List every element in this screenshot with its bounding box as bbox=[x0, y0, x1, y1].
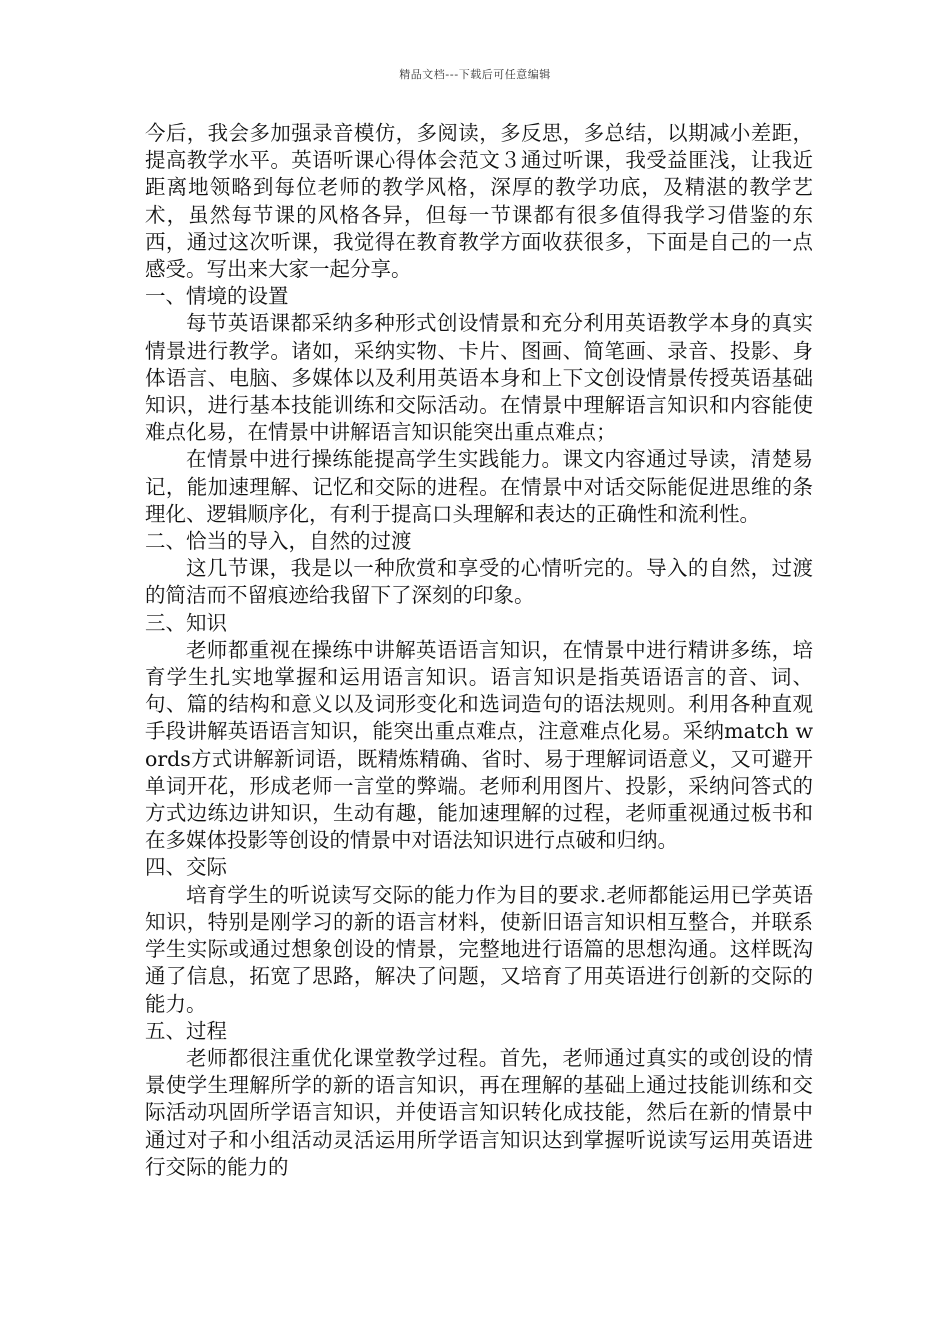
body-paragraph: 在情景中进行操练能提高学生实践能力。课文内容通过导读，清楚易记，能加速理解、记忆和交际的进程。在情景中对话交际能促进思维的条理化、逻辑顺序化，有利于提高口头理解和表达的正确性和流利性。 bbox=[145, 447, 813, 526]
section-heading: 五、过程 bbox=[145, 1018, 227, 1043]
section-heading: 四、交际 bbox=[145, 855, 227, 880]
body-paragraph: 这几节课，我是以一种欣赏和享受的心情听完的。导入的自然，过渡的简洁而不留痕迹给我留下了深刻的印象。 bbox=[145, 556, 813, 608]
body-paragraph: 每节英语课都采纳多种形式创设情景和充分利用英语教学本身的真实情景进行教学。诸如，采纳实物、卡片、图画、简笔画、录音、投影、身体语言、电脑、多媒体以及利用英语本身和上下文创设情景传授英语基础知识，进行基本技能训练和交际活动。在情景中理解语言知识和内容能使难点化易，在情景中讲解语言知识能突出重点难点； bbox=[145, 311, 813, 445]
body-paragraph: 老师都很注重优化课堂教学过程。首先，老师通过真实的或创设的情景使学生理解所学的新的语言知识，再在理解的基础上通过技能训练和交际活动巩固所学语言知识，并使语言知识转化成技能，然后在新的情景中通过对子和小组活动灵活运用所学语言知识达到掌握听说读写运用英语进行交际的能力的 bbox=[145, 1045, 813, 1179]
page-header: 精品文档---下载后可任意编辑 bbox=[399, 68, 551, 81]
body-paragraph: 老师都重视在操练中讲解英语语言知识，在情景中进行精讲多练，培育学生扎实地掌握和运用语言知识。语言知识是指英语语言的音、词、句、篇的结构和意义以及词形变化和选词造句的语法规则。利用各种直观手段讲解英语语言知识，能突出重点难点，注意难点化易。采纳match words方式讲解新词语，既精炼精确、省时、易于理解词语意义，又可避开单词开花，形成老师一言堂的弊端。老师利用图片、投影，采纳问答式的方式边练边讲知识，生动有趣，能加速理解的过程，老师重视通过板书和在多媒体投影等创设的情景中对语法知识进行点破和归纳。 bbox=[145, 637, 813, 853]
document-body bbox=[145, 120, 813, 1181]
body-paragraph: 培育学生的听说读写交际的能力作为目的要求.老师都能运用已学英语知识，特别是刚学习的新的语言材料，使新旧语言知识相互整合，并联系学生实际或通过想象创设的情景，完整地进行语篇的思想沟通。这样既沟通了信息，拓宽了思路，解决了问题，又培育了用英语进行创新的交际的能力。 bbox=[145, 882, 813, 1016]
section-heading: 一、情境的设置 bbox=[145, 284, 289, 309]
section-heading: 三、知识 bbox=[145, 610, 227, 635]
body-paragraph: 今后，我会多加强录音模仿，多阅读，多反思，多总结，以期减小差距，提高教学水平。英语听课心得体会范文３通过听课，我受益匪浅，让我近距离地领略到每位老师的教学风格，深厚的教学功底，及精湛的教学艺术，虽然每节课的风格各异，但每一节课都有很多值得我学习借鉴的东西，通过这次听课，我觉得在教育教学方面收获很多，下面是自己的一点 感受。写出来大家一起分享。 bbox=[145, 121, 813, 282]
section-heading: 二、恰当的导入，自然的过渡 bbox=[145, 529, 412, 554]
